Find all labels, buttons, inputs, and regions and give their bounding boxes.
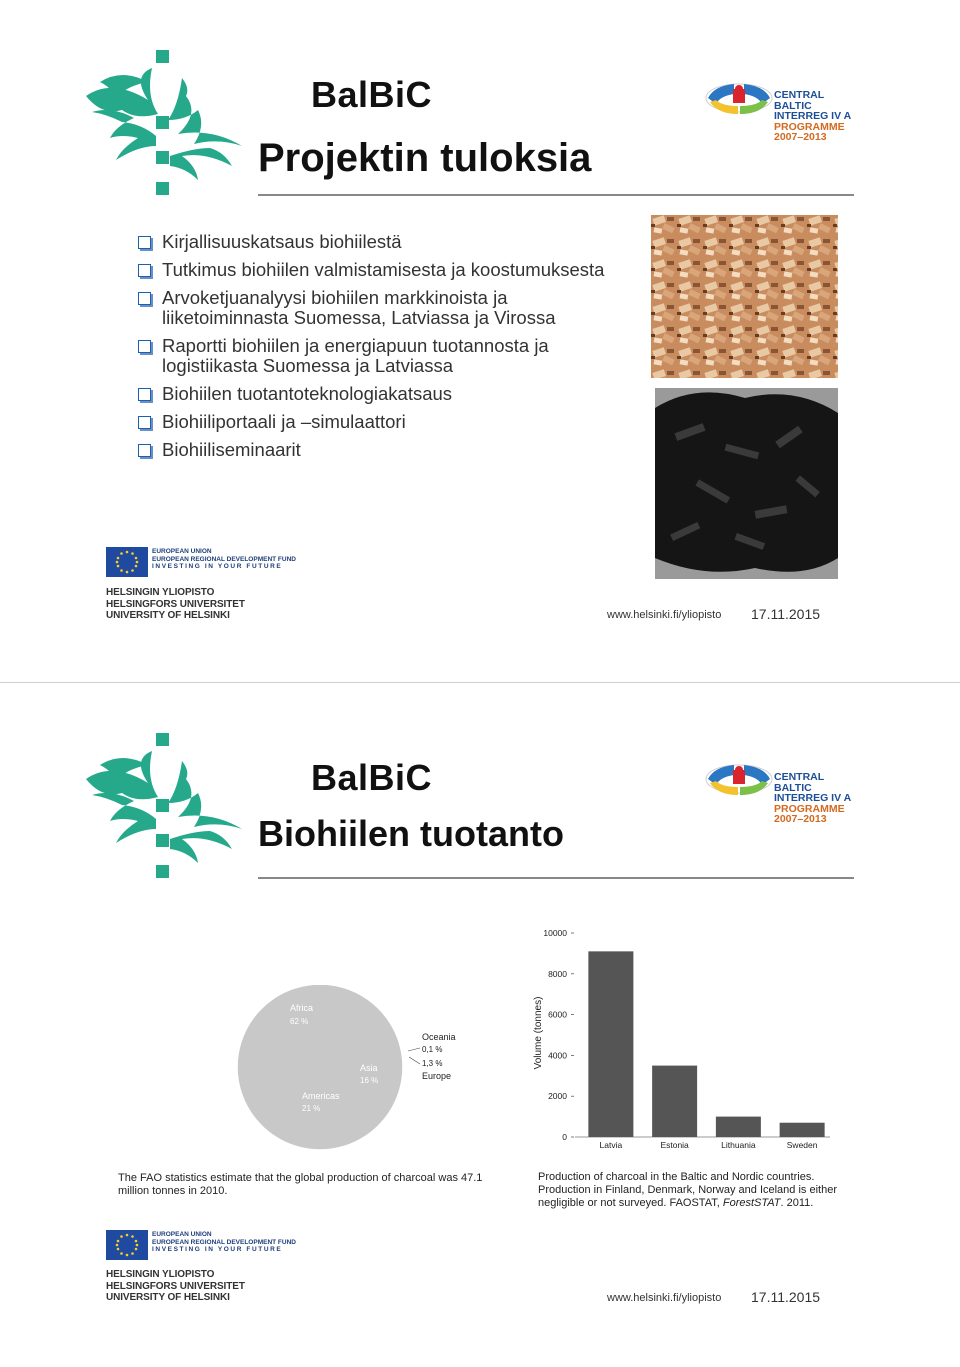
- slide-1: [0, 0, 960, 682]
- pie-pct-africa: 62 %: [290, 1017, 309, 1026]
- x-tick-label-lithuania: Lithuania: [721, 1140, 756, 1150]
- pie-pct-oceania: 0,1 %: [422, 1045, 443, 1054]
- eu-line-1: EUROPEAN UNION: [152, 1231, 212, 1238]
- slide-title: Biohiilen tuotanto: [258, 813, 564, 854]
- x-tick-label-estonia: Estonia: [660, 1140, 689, 1150]
- bullet-item: Tutkimus biohiilen valmistamisesta ja koostumuksesta: [138, 260, 628, 280]
- uni-line-2: HELSINGFORS UNIVERSITET: [106, 598, 245, 610]
- checkbox-icon: [138, 416, 151, 429]
- x-tick-label-sweden: Sweden: [786, 1140, 818, 1150]
- pie-pct-asia: 16 %: [360, 1076, 379, 1085]
- pie-label-asia: Asia: [360, 1063, 378, 1073]
- bullet-item: Biohiiliportaali ja –simulaattori: [138, 412, 628, 432]
- x-tick-label-latvia: Latvia: [599, 1140, 623, 1150]
- checkbox-icon: [138, 388, 151, 401]
- title-rule: [258, 194, 854, 196]
- y-tick-label: 2000: [548, 1091, 567, 1102]
- checkbox-icon: [138, 444, 151, 457]
- y-tick-label: 0: [562, 1132, 567, 1142]
- bar-latvia: [588, 951, 633, 1137]
- uni-line-1: HELSINGIN YLIOPISTO: [106, 1269, 215, 1280]
- bullet-item: Arvoketjuanalyysi biohiilen markkinoista ja liiketoiminnasta Suomessa, Latviassa ja Virossa: [138, 288, 628, 328]
- checkbox-icon: [138, 264, 151, 277]
- cb-line-4: 2007–2013: [774, 131, 827, 143]
- cb-line-3: PROGRAMME: [774, 120, 845, 133]
- y-tick-label: 8000: [548, 968, 567, 979]
- caption-year: . 2011.: [780, 1197, 814, 1209]
- website-link[interactable]: www.helsinki.fi/yliopisto: [607, 1292, 722, 1304]
- checkbox-icon: [138, 236, 151, 249]
- eu-text: [152, 1231, 296, 1254]
- project-name: BalBiC: [311, 757, 433, 798]
- uni-line-3: UNIVERSITY OF HELSINKI: [106, 1292, 230, 1303]
- website-link[interactable]: www.helsinki.fi/yliopisto: [607, 609, 722, 621]
- slide-date: 17.11.2015: [751, 606, 821, 622]
- cb-line-2: INTERREG IV A: [774, 110, 852, 122]
- eu-flag-icon: [106, 547, 148, 577]
- central-baltic-text: [774, 772, 860, 825]
- bar-estonia: [652, 1066, 697, 1137]
- caption-global-production: The FAO statistics estimate that the global production of charcoal was 47.1 million tonnes in 2010.: [118, 1172, 483, 1197]
- pie-label-oceania: Oceania: [422, 1032, 456, 1042]
- bar-chart: [525, 923, 845, 1153]
- university-flame-logo: [82, 731, 247, 881]
- title-rule: [258, 877, 854, 879]
- bullet-item: Biohiilen tuotantoteknologiakatsaus: [138, 384, 628, 404]
- pie-chart: [220, 985, 500, 1155]
- cb-line-4: 2007–2013: [774, 813, 827, 825]
- bullet-item: Biohiiliseminaarit: [138, 440, 628, 460]
- bullet-item: Kirjallisuuskatsaus biohiilestä: [138, 232, 628, 252]
- eu-flag-icon: [106, 1230, 148, 1260]
- pie-label-africa: Africa: [290, 1003, 314, 1013]
- central-baltic-emblem-icon: [704, 755, 774, 817]
- pie-pct-europe: 1,3 %: [422, 1059, 443, 1068]
- pie-label-europe: Europe: [422, 1071, 452, 1081]
- eu-line-3: INVESTING IN YOUR FUTURE: [152, 563, 283, 570]
- bar-sweden: [780, 1123, 825, 1137]
- pie-leader-oceania: [408, 1048, 420, 1051]
- uni-line-1: HELSINGIN YLIOPISTO: [106, 587, 215, 598]
- cb-line-2: INTERREG IV A: [774, 792, 852, 804]
- pie-label-americas: Americas: [302, 1091, 340, 1101]
- y-tick-label: 6000: [548, 1009, 567, 1020]
- slide-title: Projektin tuloksia: [258, 136, 592, 180]
- uni-line-3: UNIVERSITY OF HELSINKI: [106, 610, 230, 621]
- y-axis-label: Volume (tonnes): [533, 996, 544, 1070]
- project-name: BalBiC: [311, 74, 433, 115]
- eu-line-1: EUROPEAN UNION: [152, 548, 212, 555]
- caption-baltic-production: [538, 1171, 858, 1210]
- slide-date: 17.11.2015: [751, 1289, 821, 1305]
- caption-text: Production of charcoal in the Baltic and Nordic countries. Production in Finland, Denmark, Norway and Iceland is either negligible or not surveyed. FAOSTAT,: [538, 1171, 837, 1209]
- university-name: [106, 1269, 245, 1304]
- bar-lithuania: [716, 1117, 761, 1137]
- eu-line-2: EUROPEAN REGIONAL DEVELOPMENT FUND: [152, 555, 296, 563]
- pie-pct-americas: 21 %: [302, 1104, 321, 1113]
- pie-leader-europe: [409, 1057, 420, 1064]
- caption-source: ForestSTAT: [722, 1197, 781, 1209]
- checkbox-icon: [138, 292, 151, 305]
- cb-line-1: CENTRAL BALTIC: [774, 771, 824, 794]
- university-name: [106, 587, 245, 622]
- wood-chips-photo: [651, 215, 838, 378]
- bullet-item: Raportti biohiilen ja energiapuun tuotannosta ja logistiikasta Suomessa ja Latviassa: [138, 336, 628, 376]
- charcoal-photo: [655, 388, 838, 579]
- bullet-list: [138, 232, 628, 468]
- y-tick-label: 4000: [548, 1050, 567, 1061]
- university-flame-logo: [82, 48, 247, 198]
- y-tick-label: 10000: [543, 928, 567, 938]
- eu-line-2: EUROPEAN REGIONAL DEVELOPMENT FUND: [152, 1238, 296, 1246]
- eu-line-3: INVESTING IN YOUR FUTURE: [152, 1246, 283, 1253]
- central-baltic-text: [774, 90, 860, 143]
- slide-2: [0, 683, 960, 1367]
- eu-text: [152, 548, 296, 571]
- cb-line-3: PROGRAMME: [774, 802, 845, 815]
- central-baltic-emblem-icon: [704, 74, 774, 136]
- uni-line-2: HELSINGFORS UNIVERSITET: [106, 1280, 245, 1292]
- checkbox-icon: [138, 340, 151, 353]
- cb-line-1: CENTRAL BALTIC: [774, 89, 824, 112]
